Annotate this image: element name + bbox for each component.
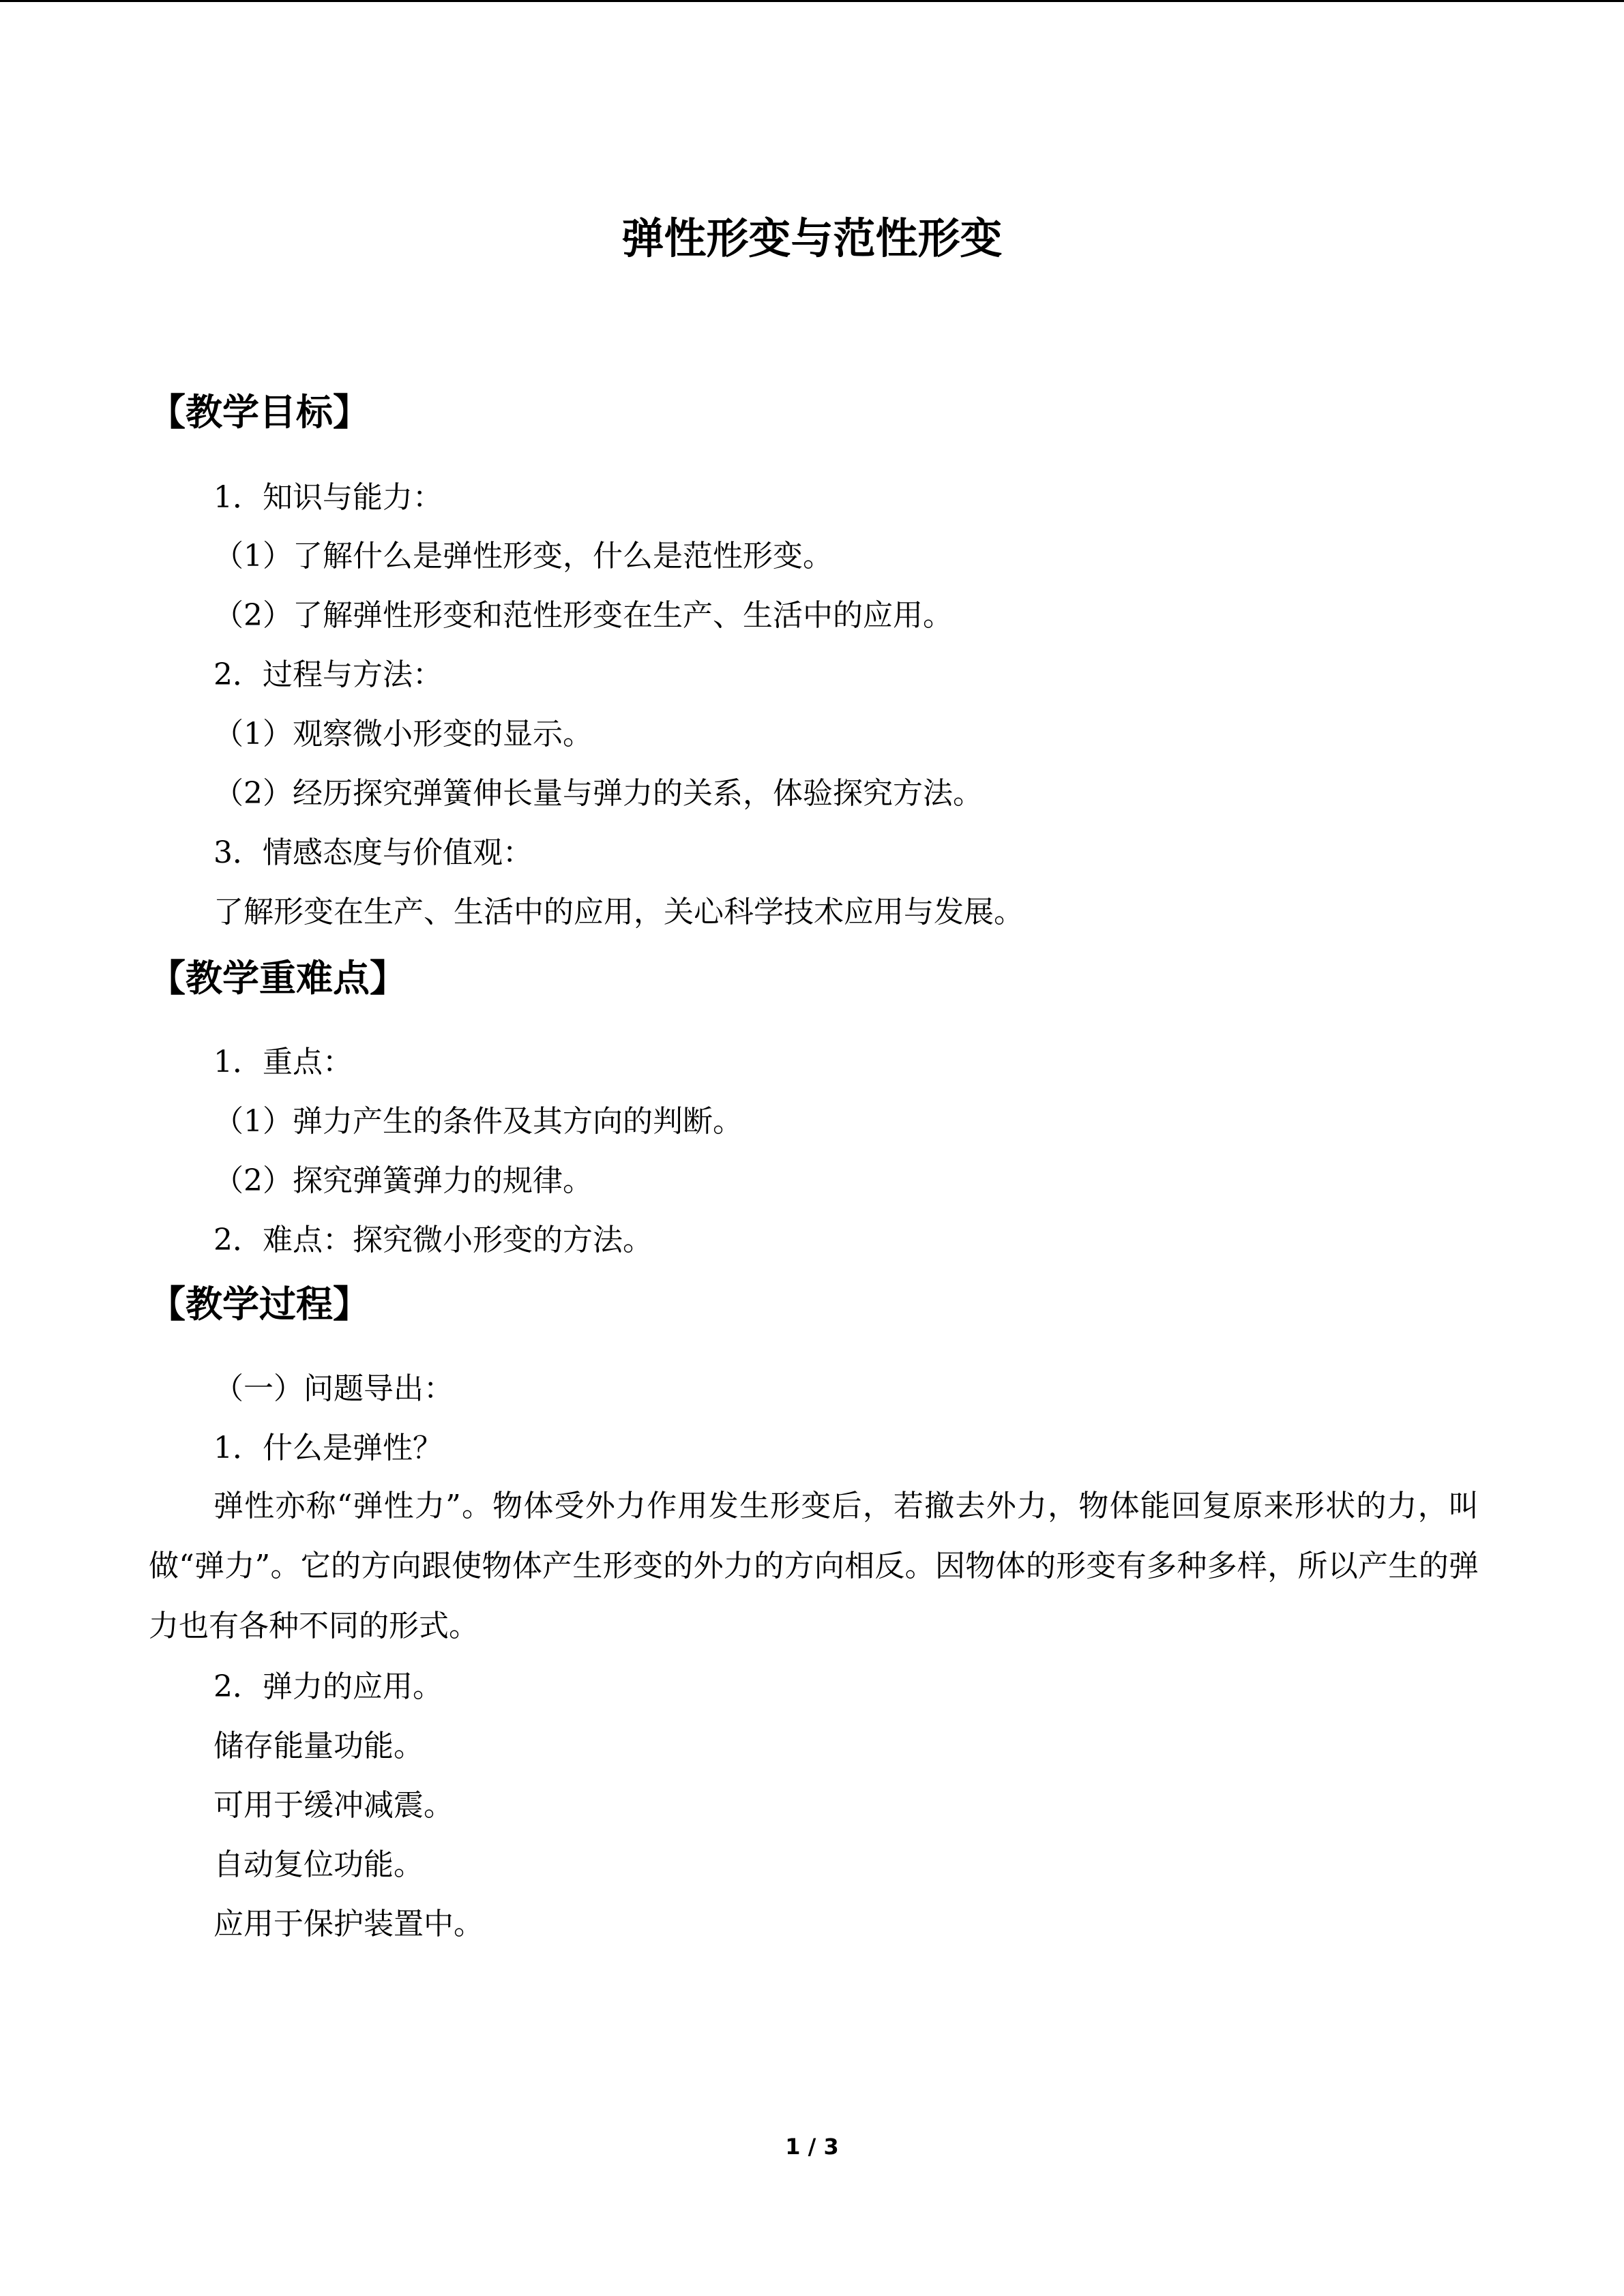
section-heading-process: 【教学过程】 [149, 1283, 370, 1326]
objectives-line: 3．情感态度与价值观： [213, 835, 533, 870]
key-points-line: 1．重点： [213, 1045, 353, 1079]
objectives-line: 2．过程与方法： [213, 657, 443, 692]
page-indicator: 1 / 3 [785, 2134, 839, 2160]
objectives-line: （2）了解弹性形变和范性形变在生产、生活中的应用。 [213, 598, 953, 633]
process-line: （一）问题导出： [213, 1371, 454, 1406]
process-line: 储存能量功能。 [213, 1729, 424, 1763]
process-line: 应用于保护装置中。 [213, 1907, 484, 1941]
key-points-line: （1）弹力产生的条件及其方向的判断。 [213, 1104, 743, 1139]
objectives-line: （2）经历探究弹簧伸长量与弹力的关系，体验探究方法。 [213, 776, 983, 811]
process-paragraph-elasticity: 弹性亦称“弹性力”。物体受外力作用发生形变后，若撤去外力，物体能回复原来形状的力，叫做“弹力”。它的方向跟使物体产生形变的外力的方向相反。因物体的形变有多种多样，所以产生的弹力也有各种不同的形式。 [149, 1489, 1479, 1643]
section-heading-key-points: 【教学重难点】 [149, 957, 407, 1000]
process-line: 自动复位功能。 [213, 1847, 424, 1882]
process-line: 可用于缓冲减震。 [213, 1788, 454, 1823]
key-points-line: 2．难点：探究微小形变的方法。 [213, 1223, 653, 1257]
objectives-line: （1）了解什么是弹性形变，什么是范性形变。 [213, 539, 833, 573]
key-points-line: （2）探究弹簧弹力的规律。 [213, 1163, 593, 1198]
process-line: 2．弹力的应用。 [213, 1669, 443, 1704]
top-border-line [0, 0, 1624, 2]
objectives-line: 1．知识与能力： [213, 480, 443, 515]
objectives-line: 了解形变在生产、生活中的应用，关心科学技术应用与发展。 [213, 895, 1024, 929]
process-line: 1．什么是弹性？ [213, 1431, 443, 1465]
section-heading-objectives: 【教学目标】 [149, 391, 370, 434]
objectives-line: （1）观察微小形变的显示。 [213, 717, 593, 751]
document-title: 弹性形变与范性形变 [621, 213, 1003, 263]
